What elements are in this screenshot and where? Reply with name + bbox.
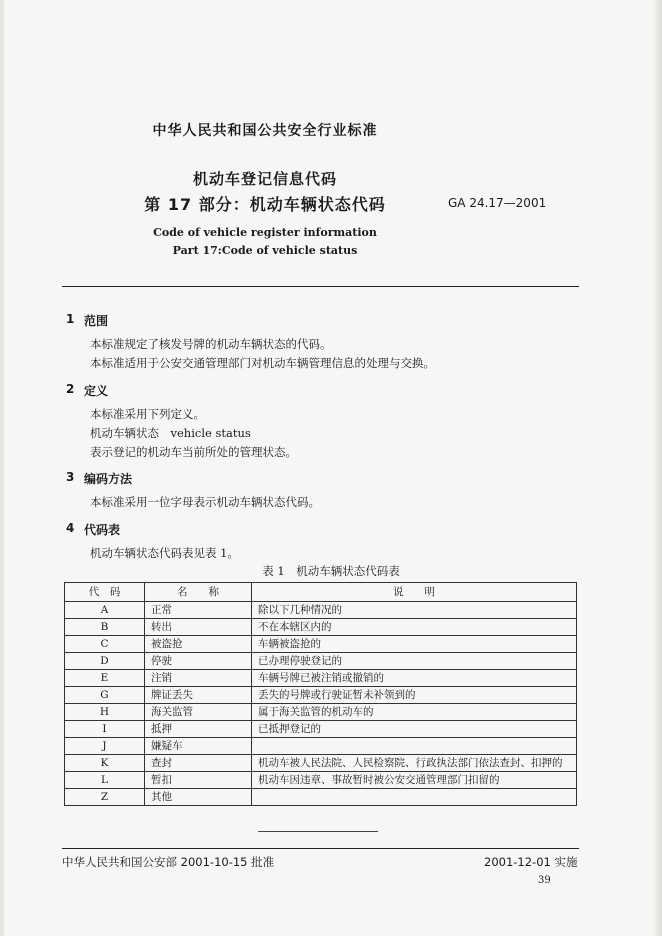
end-of-text-rule: [258, 831, 378, 832]
body-line: 表示登记的机动车当前所处的管理状态。: [90, 445, 297, 459]
title-english-part: Part 17:Code of vehicle status: [172, 244, 358, 257]
cell-description: 车辆被盗抢的: [252, 636, 577, 653]
cell-name: 查封: [145, 755, 252, 772]
cell-code: C: [65, 636, 145, 653]
header-name: 名 称: [145, 583, 252, 602]
cell-code: L: [65, 772, 145, 789]
cell-code: K: [65, 755, 145, 772]
body-line: 机动车辆状态 vehicle status: [90, 426, 251, 440]
table-row: [65, 653, 577, 670]
standard-number: GA 24.17—2001: [448, 196, 547, 210]
table-row: [65, 721, 577, 738]
cell-description: 车辆号牌已被注销或撤销的: [252, 670, 577, 687]
cell-name: 嫌疑车: [145, 738, 252, 755]
table-row: [65, 670, 577, 687]
table-row: [65, 738, 577, 755]
section-title-scope: 范围: [84, 314, 109, 328]
page-number: 39: [538, 875, 551, 886]
cell-name: 被盗抢: [145, 636, 252, 653]
section-title-code-table: 代码表: [84, 523, 121, 537]
section-number: 1: [66, 312, 75, 326]
cell-code: I: [65, 721, 145, 738]
header-code: 代 码: [65, 583, 145, 602]
cell-description: 已抵押登记的: [252, 721, 577, 738]
page-left-shadow: [0, 0, 4, 936]
section-number: 3: [66, 470, 75, 484]
title-chinese-main: 机动车登记信息代码: [192, 170, 337, 188]
body-line: 本标准采用下列定义。: [90, 407, 205, 421]
cell-description: 除以下几种情况的: [252, 602, 577, 619]
footer-divider: [62, 848, 579, 849]
cell-name: 转出: [145, 619, 252, 636]
body-line: 本标准适用于公安交通管理部门对机动车辆管理信息的处理与交换。: [90, 356, 435, 370]
section-number: 2: [66, 382, 75, 396]
body-line: 本标准规定了核发号牌的机动车辆状态的代码。: [90, 337, 332, 351]
table-row: [65, 789, 577, 806]
cell-name: 海关监管: [145, 704, 252, 721]
cell-code: D: [65, 653, 145, 670]
body-line: 机动车辆状态代码表见表 1。: [90, 546, 239, 560]
cell-name: 停驶: [145, 653, 252, 670]
table-row: [65, 619, 577, 636]
implementation-date: 2001-12-01 实施: [484, 855, 578, 869]
table-caption: 表 1 机动车辆状态代码表: [262, 564, 400, 578]
cell-name: 抵押: [145, 721, 252, 738]
table-row: [65, 755, 577, 772]
title-chinese-part: 第 17 部分：机动车辆状态代码: [144, 195, 386, 214]
vehicle-status-code-table: [64, 582, 577, 806]
cell-description: 机动车被人民法院、人民检察院、行政执法部门依法查封、扣押的: [252, 755, 577, 772]
cell-name: 注销: [145, 670, 252, 687]
cell-name: 其他: [145, 789, 252, 806]
cell-code: G: [65, 687, 145, 704]
cell-name: 暂扣: [145, 772, 252, 789]
table-row: [65, 602, 577, 619]
cell-code: B: [65, 619, 145, 636]
table-row: [65, 772, 577, 789]
header-divider: [62, 286, 579, 287]
section-number: 4: [66, 521, 75, 535]
cell-description: 属于海关监管的机动车的: [252, 704, 577, 721]
section-title-definitions: 定义: [84, 384, 109, 398]
header-description: 说 明: [252, 583, 577, 602]
approval-date: 中华人民共和国公安部 2001-10-15 批准: [62, 855, 275, 869]
cell-code: A: [65, 602, 145, 619]
section-title-coding-method: 编码方法: [84, 472, 133, 486]
table-row: [65, 687, 577, 704]
cell-name: 正常: [145, 602, 252, 619]
cell-description: 机动车因违章、事故暂时被公安交通管理部门扣留的: [252, 772, 577, 789]
table-header-row: [65, 583, 577, 602]
cell-name: 牌证丢失: [145, 687, 252, 704]
title-english-main: Code of vehicle register information: [153, 226, 377, 239]
body-line: 本标准采用一位字母表示机动车辆状态代码。: [90, 495, 320, 509]
cell-description: [252, 789, 577, 806]
table-row: [65, 704, 577, 721]
cell-description: [252, 738, 577, 755]
cell-code: H: [65, 704, 145, 721]
cell-code: J: [65, 738, 145, 755]
standard-heading: 中华人民共和国公共安全行业标准: [152, 123, 378, 139]
cell-description: 不在本辖区内的: [252, 619, 577, 636]
cell-code: Z: [65, 789, 145, 806]
cell-code: E: [65, 670, 145, 687]
cell-description: 已办理停驶登记的: [252, 653, 577, 670]
page-right-edge: [652, 0, 662, 936]
table-row: [65, 636, 577, 653]
cell-description: 丢失的号牌或行驶证暂未补领到的: [252, 687, 577, 704]
